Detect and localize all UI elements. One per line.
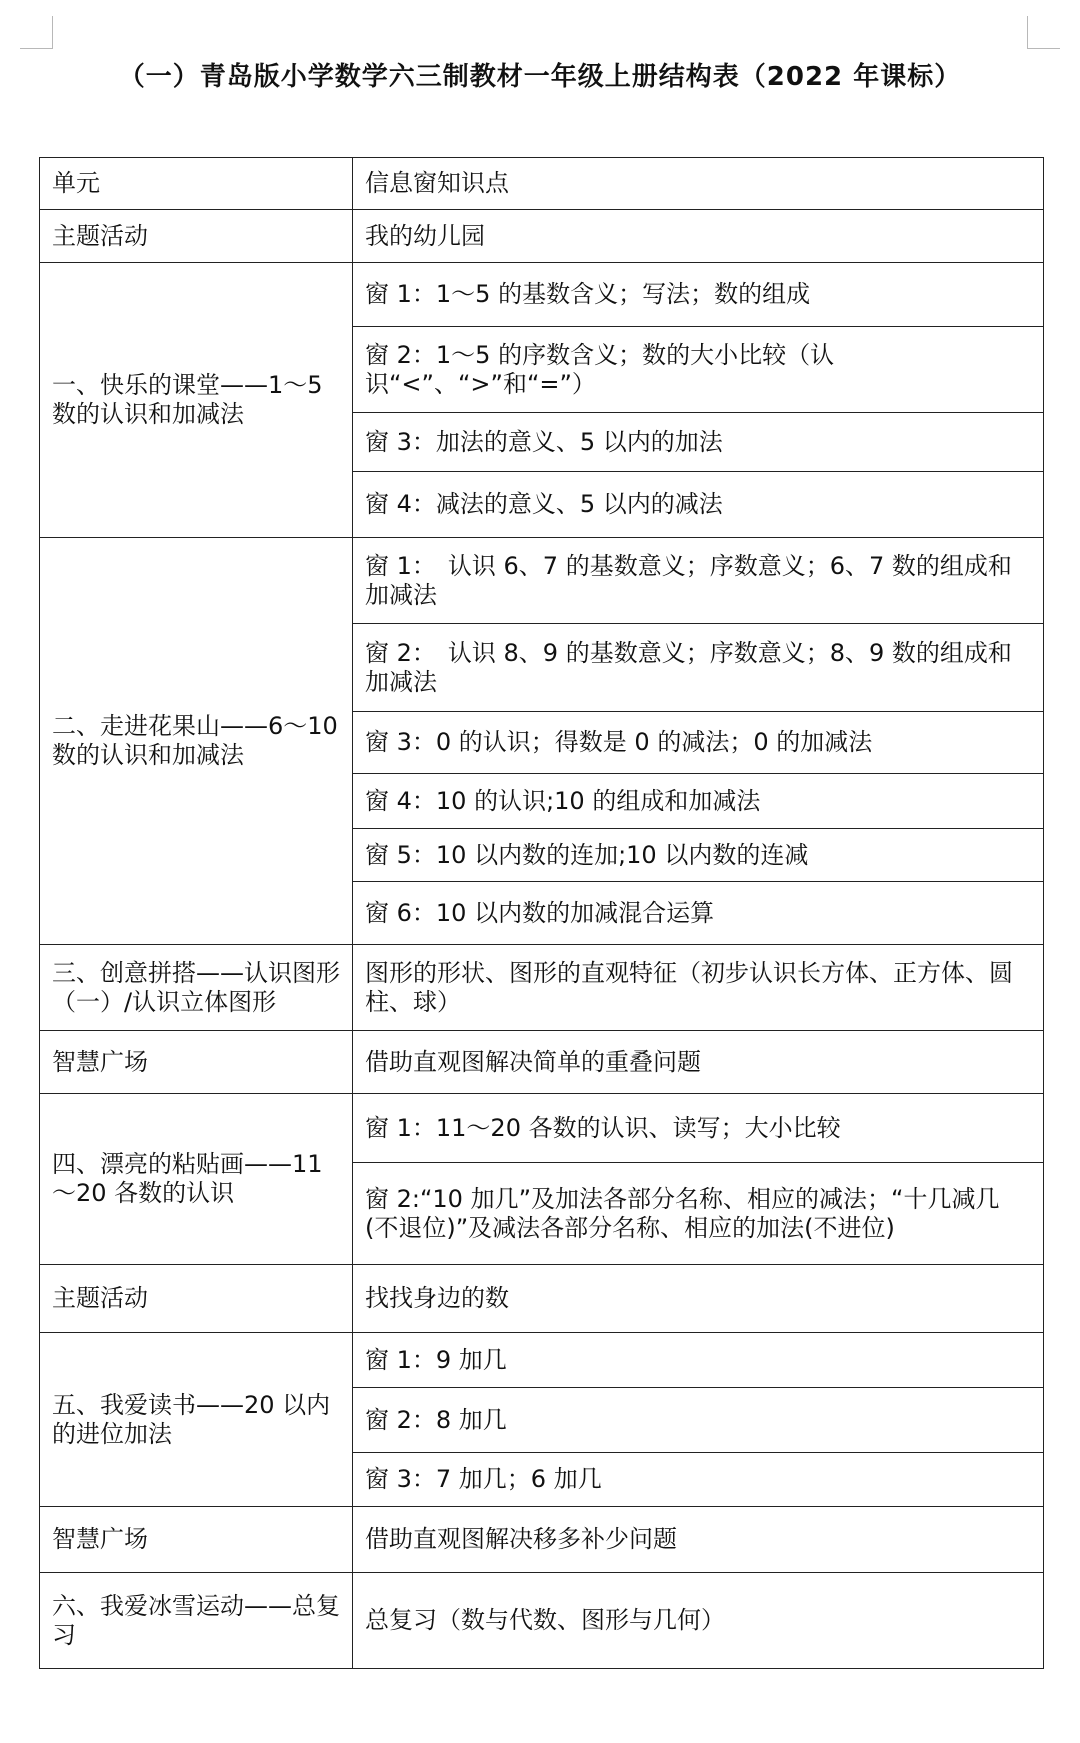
content-cell: 找找身边的数: [353, 1265, 1044, 1333]
content-cell: 窗 4：10 的认识;10 的组成和加减法: [353, 774, 1044, 829]
unit-cell: 六、我爱冰雪运动——总复习: [40, 1573, 353, 1669]
unit-cell: 二、走进花果山——6～10 数的认识和加减法: [40, 538, 353, 945]
header-unit: 单元: [40, 158, 353, 210]
table-row: [40, 1573, 1044, 1669]
structure-table: [39, 157, 1044, 1669]
table-row: [40, 1333, 1044, 1388]
content-cell: 窗 6：10 以内数的加减混合运算: [353, 882, 1044, 945]
document-title: （一）青岛版小学数学六三制教材一年级上册结构表（2022 年课标）: [118, 62, 962, 92]
content-cell: 窗 2：1～5 的序数含义；数的大小比较（认识“<”、“>”和“=”）: [353, 327, 1044, 413]
table-row: [40, 210, 1044, 263]
unit-cell: 主题活动: [40, 210, 353, 263]
unit-cell: 智慧广场: [40, 1031, 353, 1094]
content-cell: 窗 5：10 以内数的连加;10 以内数的连减: [353, 829, 1044, 882]
content-cell: 窗 2： 认识 8、9 的基数意义；序数意义；8、9 数的组成和加减法: [353, 624, 1044, 712]
content-cell: 窗 3：加法的意义、5 以内的加法: [353, 413, 1044, 472]
page-corner-mark: [20, 16, 53, 49]
page-corner-mark: [1027, 16, 1060, 49]
unit-cell: 一、快乐的课堂——1～5数的认识和加减法: [40, 263, 353, 538]
content-cell: 窗 3：0 的认识；得数是 0 的减法；0 的加减法: [353, 712, 1044, 774]
content-cell: 窗 1： 认识 6、7 的基数意义；序数意义；6、7 数的组成和加减法: [353, 538, 1044, 624]
content-cell: 总复习（数与代数、图形与几何）: [353, 1573, 1044, 1669]
content-cell: 窗 1：1～5 的基数含义；写法；数的组成: [353, 263, 1044, 327]
content-cell: 窗 2:“10 加几”及加法各部分名称、相应的减法；“十几减几(不退位)”及减法各部分名称、相应的加法(不进位): [353, 1163, 1044, 1265]
content-cell: 窗 2：8 加几: [353, 1388, 1044, 1453]
content-cell: 我的幼儿园: [353, 210, 1044, 263]
table-row: [40, 538, 1044, 624]
unit-cell: 五、我爱读书——20 以内的进位加法: [40, 1333, 353, 1507]
table-row: [40, 1507, 1044, 1573]
unit-cell: 三、创意拼搭——认识图形（一）/认识立体图形: [40, 945, 353, 1031]
content-cell: 借助直观图解决简单的重叠问题: [353, 1031, 1044, 1094]
unit-cell: 四、漂亮的粘贴画——11～20 各数的认识: [40, 1094, 353, 1265]
unit-cell: 智慧广场: [40, 1507, 353, 1573]
content-cell: 借助直观图解决移多补少问题: [353, 1507, 1044, 1573]
content-cell: 窗 4：减法的意义、5 以内的减法: [353, 472, 1044, 538]
table-row: [40, 263, 1044, 327]
table-row: [40, 945, 1044, 1031]
table-row: [40, 1031, 1044, 1094]
content-cell: 窗 1：11～20 各数的认识、读写；大小比较: [353, 1094, 1044, 1163]
table-header-row: [40, 158, 1044, 210]
table-row: [40, 1094, 1044, 1163]
unit-cell: 主题活动: [40, 1265, 353, 1333]
content-cell: 图形的形状、图形的直观特征（初步认识长方体、正方体、圆柱、球）: [353, 945, 1044, 1031]
content-cell: 窗 3：7 加几；6 加几: [353, 1453, 1044, 1507]
table-row: [40, 1265, 1044, 1333]
content-cell: 窗 1：9 加几: [353, 1333, 1044, 1388]
header-content: 信息窗知识点: [353, 158, 1044, 210]
